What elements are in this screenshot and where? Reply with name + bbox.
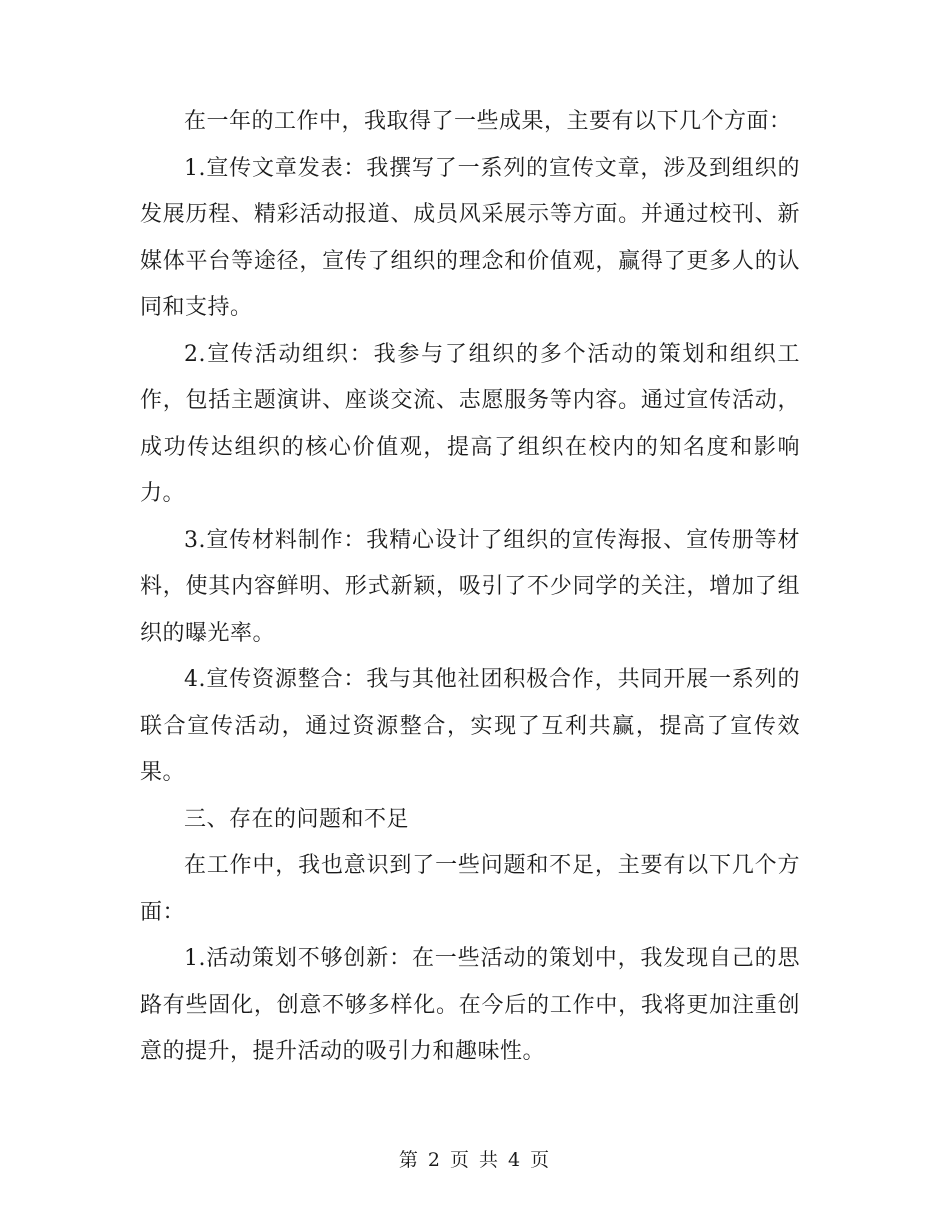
paragraph-problem-creativity: 1.活动策划不够创新：在一些活动的策划中，我发现自己的思路有些固化，创意不够多样化。在今后的工作中，我将更加注重创意的提升，提升活动的吸引力和趣味性。 — [140, 946, 800, 1064]
paragraph-articles-published: 1.宣传文章发表：我撰写了一系列的宣传文章，涉及到组织的发展历程、精彩活动报道、成员风采展示等方面。并通过校刊、新媒体平台等途径，宣传了组织的理念和价值观，赢得了更多人的认同和支持。 — [140, 155, 800, 320]
paragraph-materials-produced: 3.宣传材料制作：我精心设计了组织的宣传海报、宣传册等材料，使其内容鲜明、形式新颖，吸引了不少同学的关注，增加了组织的曝光率。 — [140, 527, 800, 646]
paragraph-activities-organized: 2.宣传活动组织：我参与了组织的多个活动的策划和组织工作，包括主题演讲、座谈交流、志愿服务等内容。通过宣传活动，成功传达组织的核心价值观，提高了组织在校内的知名度和影响力。 — [140, 341, 800, 506]
paragraph-resources-integrated: 4.宣传资源整合：我与其他社团积极合作，共同开展一系列的联合宣传活动，通过资源整合，实现了互利共赢，提高了宣传效果。 — [140, 667, 800, 785]
document-body — [140, 99, 800, 1076]
paragraph-problems-intro: 在工作中，我也意识到了一些问题和不足，主要有以下几个方面： — [140, 853, 800, 925]
paragraph-achievements-intro: 在一年的工作中，我取得了一些成果，主要有以下几个方面： — [184, 109, 792, 134]
section-heading-problems: 三、存在的问题和不足 — [184, 806, 410, 832]
page-number-footer: 第 2 页 共 4 页 — [398, 1149, 552, 1171]
